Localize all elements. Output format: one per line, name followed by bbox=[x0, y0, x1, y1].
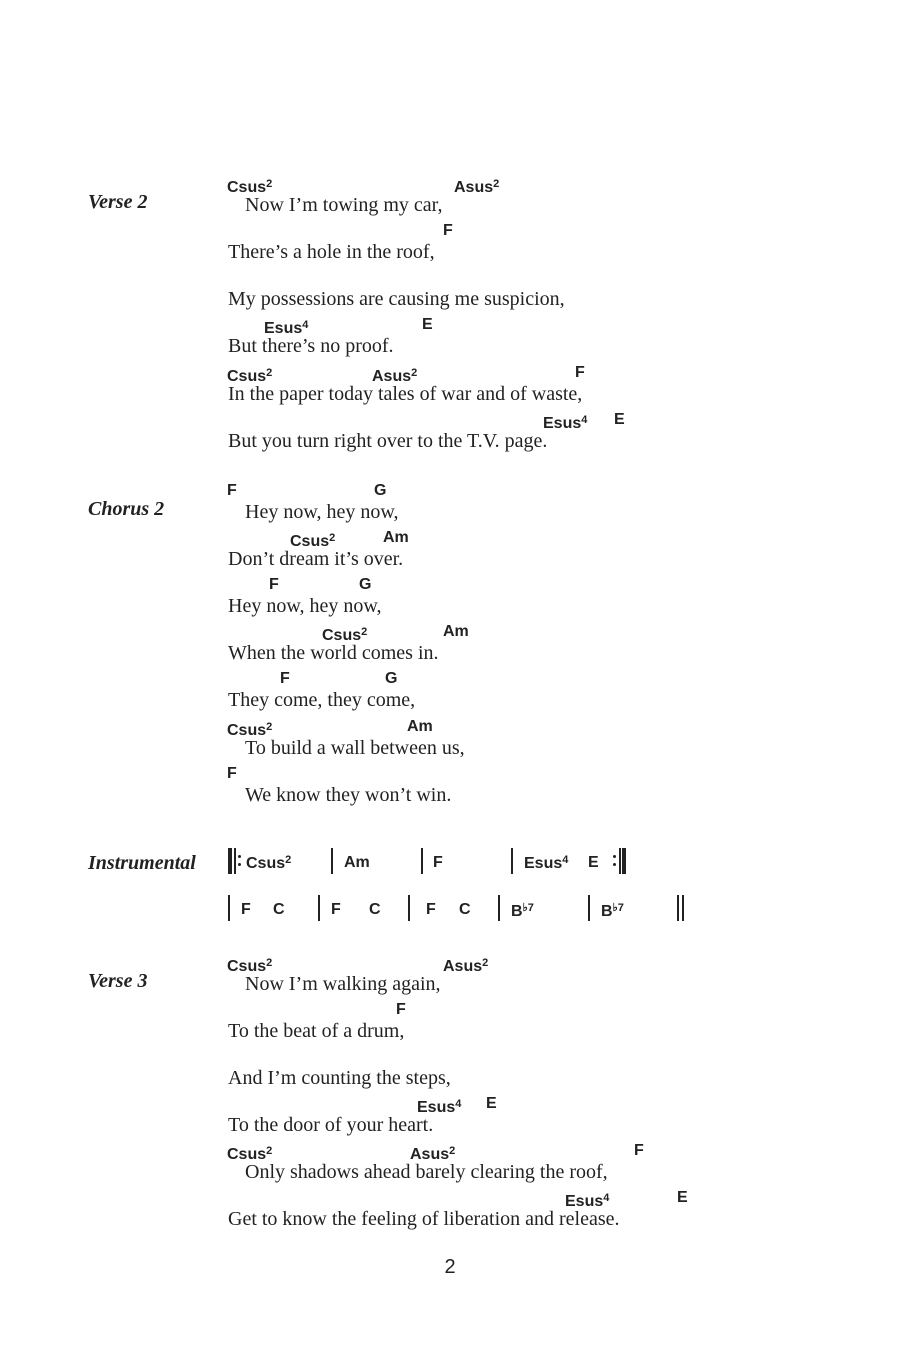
final-barline bbox=[677, 895, 679, 921]
chord: Csus$^2$ bbox=[227, 957, 273, 975]
chord: Am bbox=[443, 623, 469, 640]
chord: Asus$^2$ bbox=[454, 178, 500, 196]
lyric-line bbox=[0, 222, 900, 270]
chord: Csus$^2$ bbox=[322, 626, 368, 644]
chord: Asus$^2$ bbox=[443, 957, 489, 975]
lyric-text: To the door of your heart. bbox=[228, 1114, 434, 1136]
chord: E bbox=[486, 1095, 497, 1112]
lyric-line bbox=[0, 1142, 900, 1190]
chord: Asus$^2$ bbox=[372, 367, 418, 385]
section-label-chorus-2: Chorus 2 bbox=[88, 498, 165, 520]
instrumental-row-2 bbox=[0, 895, 900, 929]
bar-chord: C bbox=[273, 901, 285, 918]
chord: F bbox=[575, 364, 585, 381]
lyric-line bbox=[0, 1048, 900, 1096]
lyric-line bbox=[0, 175, 900, 223]
lyric-text: But you turn right over to the T.V. page. bbox=[228, 430, 548, 452]
lyric-line bbox=[0, 623, 900, 671]
chord: F bbox=[280, 670, 290, 687]
chord: Am bbox=[407, 718, 433, 735]
lyric-line bbox=[0, 364, 900, 412]
repeat-dots bbox=[238, 855, 241, 867]
chord: Esus$^4$ bbox=[417, 1098, 462, 1116]
barline bbox=[588, 895, 590, 921]
bar-chord: F bbox=[241, 901, 251, 918]
chord: E bbox=[677, 1189, 688, 1206]
chord: G bbox=[374, 482, 387, 499]
lyric-text: There’s a hole in the roof, bbox=[228, 241, 435, 263]
barline bbox=[228, 895, 230, 921]
lyric-line bbox=[0, 1001, 900, 1049]
lyric-text: Hey now, hey now, bbox=[228, 595, 382, 617]
barline bbox=[408, 895, 410, 921]
section-label-verse-2: Verse 2 bbox=[88, 191, 148, 213]
lyric-text: Now I’m walking again, bbox=[245, 973, 441, 995]
chord: Csus$^2$ bbox=[227, 721, 273, 739]
chord: F bbox=[227, 765, 237, 782]
lyric-text: Get to know the feeling of liberation and release. bbox=[228, 1208, 620, 1230]
chord: Csus$^2$ bbox=[290, 532, 336, 550]
bar-chord: Am bbox=[344, 854, 370, 871]
bar-chord: $B^{♭7}$ bbox=[601, 902, 624, 920]
repeat-dots bbox=[613, 855, 616, 867]
bar-chord: F bbox=[433, 854, 443, 871]
lyric-text: In the paper today tales of war and of waste, bbox=[228, 383, 583, 405]
lyric-line bbox=[0, 1189, 900, 1237]
lyric-text: And I’m counting the steps, bbox=[228, 1067, 451, 1089]
lyric-line bbox=[0, 954, 900, 1002]
lyric-line bbox=[0, 316, 900, 364]
final-barline bbox=[682, 895, 684, 921]
chord: Am bbox=[383, 529, 409, 546]
chord: Esus$^4$ bbox=[264, 319, 309, 337]
lyric-text: Now I’m towing my car, bbox=[245, 194, 443, 216]
lyric-text: They come, they come, bbox=[228, 689, 416, 711]
barline bbox=[318, 895, 320, 921]
chord: E bbox=[614, 411, 625, 428]
chord: Asus$^2$ bbox=[410, 1145, 456, 1163]
chord: Csus$^2$ bbox=[227, 1145, 273, 1163]
barline bbox=[234, 848, 236, 874]
lyric-line bbox=[0, 670, 900, 718]
bar-chord: $B^{♭7}$ bbox=[511, 902, 534, 920]
bar-chord: F bbox=[426, 901, 436, 918]
chord: F bbox=[396, 1001, 406, 1018]
chord: F bbox=[269, 576, 279, 593]
barline bbox=[421, 848, 423, 874]
bar-chord: F bbox=[331, 901, 341, 918]
chord: F bbox=[227, 482, 237, 499]
bar-chord: C bbox=[369, 901, 381, 918]
lyric-line bbox=[0, 1095, 900, 1143]
chord: Csus$^2$ bbox=[227, 178, 273, 196]
chord: F bbox=[443, 222, 453, 239]
chord: E bbox=[422, 316, 433, 333]
lyric-line bbox=[0, 765, 900, 813]
chord: Esus$^4$ bbox=[565, 1192, 610, 1210]
barline bbox=[511, 848, 513, 874]
lyric-text: But there’s no proof. bbox=[228, 335, 394, 357]
lyric-text: Hey now, hey now, bbox=[245, 501, 399, 523]
instrumental-row-1 bbox=[0, 848, 900, 882]
bar-chord: Csus$^2$ bbox=[246, 854, 292, 872]
lyric-text: To build a wall between us, bbox=[245, 737, 465, 759]
lyric-text: We know they won’t win. bbox=[245, 784, 452, 806]
chord: F bbox=[634, 1142, 644, 1159]
page-number: 2 bbox=[444, 1256, 456, 1278]
chord: G bbox=[385, 670, 398, 687]
barline bbox=[498, 895, 500, 921]
lyric-line bbox=[0, 718, 900, 766]
bar-chord: E bbox=[588, 854, 599, 871]
bar-chord: C bbox=[459, 901, 471, 918]
lyric-text: Don’t dream it’s over. bbox=[228, 548, 404, 570]
lyric-line bbox=[0, 576, 900, 624]
lyric-text: Only shadows ahead barely clearing the roof, bbox=[245, 1161, 608, 1183]
lyric-line bbox=[0, 269, 900, 317]
repeat-end-barline bbox=[622, 848, 626, 874]
barline bbox=[331, 848, 333, 874]
lyric-line bbox=[0, 529, 900, 577]
repeat-start-barline bbox=[228, 848, 232, 874]
chord: Csus$^2$ bbox=[227, 367, 273, 385]
chord: G bbox=[359, 576, 372, 593]
section-label-verse-3: Verse 3 bbox=[88, 970, 148, 992]
lyric-line bbox=[0, 411, 900, 459]
lyric-line bbox=[0, 482, 900, 530]
lyric-text: When the world comes in. bbox=[228, 642, 439, 664]
lyric-text: My possessions are causing me suspicion, bbox=[228, 288, 565, 310]
bar-chord: Esus$^4$ bbox=[524, 854, 569, 872]
lyric-text: To the beat of a drum, bbox=[228, 1020, 405, 1042]
barline bbox=[619, 848, 621, 874]
section-label-instrumental: Instrumental bbox=[88, 852, 196, 874]
chord: Esus$^4$ bbox=[543, 414, 588, 432]
